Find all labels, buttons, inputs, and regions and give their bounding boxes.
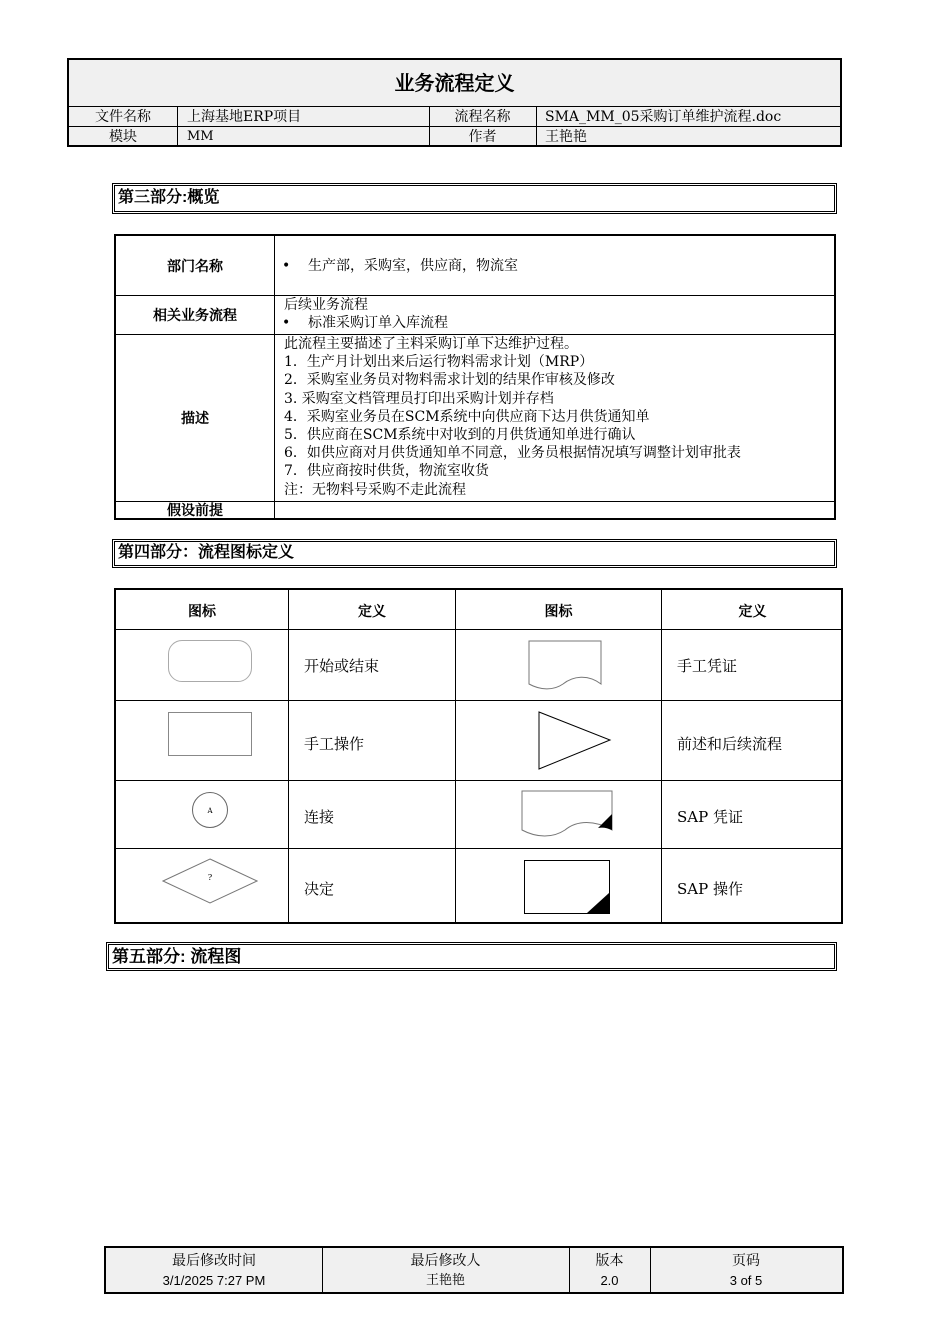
description-line: 5．供应商在SCM系统中对收到的月供货通知单进行确认 [284,427,636,444]
overview-row-description [116,334,834,502]
description-line: 7．供应商按时供货，物流室收货 [284,463,489,480]
icon-definition-table [114,588,843,924]
header-col-divider [536,106,537,147]
manual-document-icon [528,640,602,692]
description-label: 描述 [116,334,275,501]
footer-page [650,1248,842,1292]
description-line: 4．采购室业务员在SCM系统中向供应商下达月供货通知单 [284,408,650,425]
icon-table-row-divider [116,780,841,781]
section5-bar [106,942,837,971]
module-label: 模块 [109,129,137,145]
process-name-label: 流程名称 [454,109,511,125]
page-value: 3 of 5 [729,1273,763,1288]
related-process-label: 相关业务流程 [116,295,275,334]
sap-operation-definition: SAP 操作 [677,880,743,898]
overview-row-assumptions [116,501,834,520]
icon-column-header: 图标 [188,603,216,619]
overview-row-related-process [116,295,834,335]
icon-table-col-divider [455,590,456,922]
description-line: 1．生产月计划出来后运行物料需求计划（MRP） [284,354,594,371]
module-value: MM [187,129,214,144]
document-header [67,58,842,147]
related-process-item: 标准采购订单入库流程 [308,315,448,332]
manual-operation-icon [168,712,252,756]
departments-value [284,257,830,275]
description-line: 3. 采购室文档管理员打印出采购计划并存档 [284,390,554,407]
icon-table-col-divider [288,590,289,922]
triangle-icon [538,711,612,771]
prev-next-process-definition: 前述和后续流程 [677,735,783,753]
manual-document-definition: 手工凭证 [677,657,738,675]
description-line: 2．采购室业务员对物料需求计划的结果作审核及修改 [284,372,615,389]
header-row-divider [69,126,840,127]
description-line: 6．如供应商对月供货通知单不同意，业务员根据情况填写调整计划审批表 [284,445,741,462]
icon-table-row-divider [116,700,841,701]
bullet-icon: • [282,258,291,274]
connector-circle-icon: A [192,792,228,828]
section4-title: 第四部分：流程图标定义 [114,541,835,566]
definition-column-header: 定义 [738,603,767,619]
file-name-value: 上海基地ERP项目 [187,109,302,125]
bullet-icon: • [282,315,291,332]
author-value: 王艳艳 [545,129,587,145]
document-footer [104,1246,844,1294]
version-value: 2.0 [600,1273,619,1288]
section5-title: 第五部分: 流程图 [108,944,835,969]
header-col-divider [177,106,178,147]
footer-version [569,1248,651,1292]
description-value [284,335,830,499]
related-process-value [284,296,830,332]
assumptions-label: 假设前提 [116,501,275,520]
process-name-value: SMA_MM_05采购订单维护流程.doc [545,109,782,125]
manual-operation-definition: 手工操作 [304,735,365,753]
decision-symbol: ? [207,873,213,882]
page-label: 页码 [732,1253,760,1269]
description-line: 注：无物料号采购不走此流程 [284,481,466,498]
version-label: 版本 [595,1253,624,1269]
footer-modifier [322,1248,570,1292]
definition-column-header: 定义 [358,603,386,619]
departments-text: 生产部，采购室，供应商，物流室 [308,258,518,274]
icon-table-row-divider [116,848,841,849]
footer-modified-time [106,1248,323,1292]
section4-bar [112,539,837,568]
sap-document-definition: SAP 凭证 [677,808,743,826]
decision-definition: 决定 [304,880,335,898]
modifier-label: 最后修改人 [410,1253,481,1269]
sap-document-icon [521,790,613,840]
connector-definition: 连接 [304,808,335,826]
section3-bar [112,183,837,214]
modified-time-label: 最后修改时间 [172,1253,256,1269]
start-end-icon [168,640,252,682]
file-name-label: 文件名称 [95,109,151,125]
icon-column-header: 图标 [544,603,573,619]
start-end-definition: 开始或结束 [304,657,380,675]
modified-time-value: 3/1/2025 7:27 PM [162,1273,266,1288]
overview-row-departments [116,236,834,296]
overview-table [114,234,836,520]
related-process-heading: 后续业务流程 [284,297,368,313]
sap-operation-icon [524,860,610,914]
icon-table-col-divider [661,590,662,922]
section3-title: 第三部分:概览 [114,185,835,212]
document-title: 业务流程定义 [394,73,515,95]
description-line: 此流程主要描述了主料采购订单下达维护过程。 [284,336,578,352]
departments-label: 部门名称 [116,236,275,295]
modifier-value: 王艳艳 [425,1273,465,1288]
author-label: 作者 [468,129,497,145]
